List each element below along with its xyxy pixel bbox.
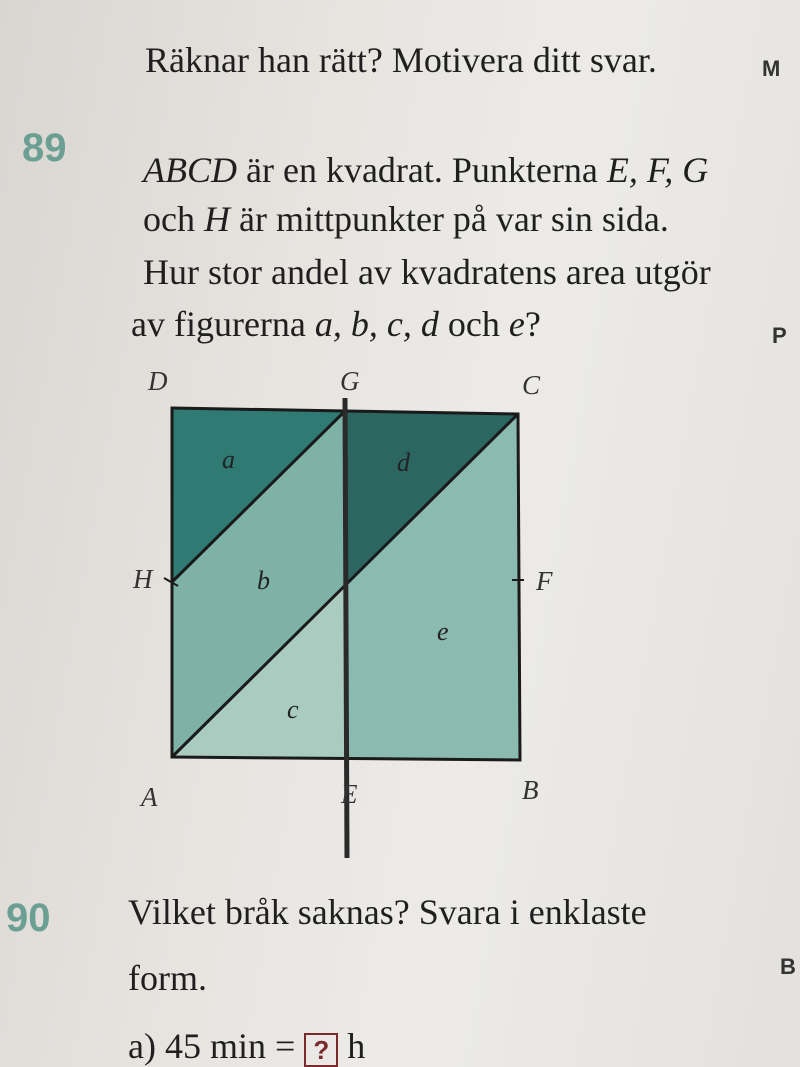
problem-90-text-2: form.	[128, 958, 207, 998]
point-label-a: A	[141, 782, 158, 812]
problem-90-line-2	[128, 960, 207, 996]
answer-box: ?	[304, 1033, 338, 1067]
point-label-c: C	[522, 370, 541, 400]
problem-90-line-1	[128, 894, 647, 930]
region-label-c: c	[287, 695, 299, 724]
level-tag-m: M	[762, 56, 781, 81]
level-tag-b: B	[780, 954, 796, 979]
point-label-d: D	[148, 366, 168, 396]
item-a-text: a) 45 min =	[128, 1026, 305, 1066]
point-label-h: H	[133, 564, 153, 594]
line1-text: är en kvadrat. Punkterna	[237, 150, 607, 190]
figure-e: e	[508, 304, 525, 344]
line2-text-a: och	[143, 199, 204, 239]
problem-90-item-a	[128, 1028, 365, 1067]
line4-qmark: ?	[524, 304, 541, 344]
problem-number-89: 89	[22, 126, 67, 170]
region-label-e: e	[437, 617, 449, 646]
figures-abcd: a, b, c, d	[314, 304, 439, 344]
point-label-f: F	[536, 566, 553, 596]
level-tag-p: P	[772, 323, 787, 348]
point-label-e: E	[341, 779, 358, 809]
line2-text-c: är mittpunkter på var sin sida.	[229, 199, 669, 239]
region-label-d: d	[397, 448, 410, 477]
problem-90-text-1: Vilket bråk saknas? Svara i enklaste	[128, 892, 647, 932]
line4-text-c: och	[438, 304, 509, 344]
line4-text-a: av figurerna	[131, 304, 315, 344]
points-efg: E, F, G	[606, 150, 709, 190]
region-label-b: b	[257, 566, 270, 595]
line3-text: Hur stor andel av kvadratens area utgör	[143, 252, 711, 292]
region-label-a: a	[222, 445, 235, 474]
square-name: ABCD	[143, 150, 237, 190]
item-a-unit: h	[338, 1026, 366, 1066]
point-label-g: G	[340, 366, 360, 396]
previous-question: Räknar han rätt? Motivera ditt svar.	[145, 40, 657, 80]
problem-number-90: 90	[6, 896, 51, 940]
point-label-b: B	[522, 775, 539, 805]
point-h: H	[203, 199, 230, 239]
